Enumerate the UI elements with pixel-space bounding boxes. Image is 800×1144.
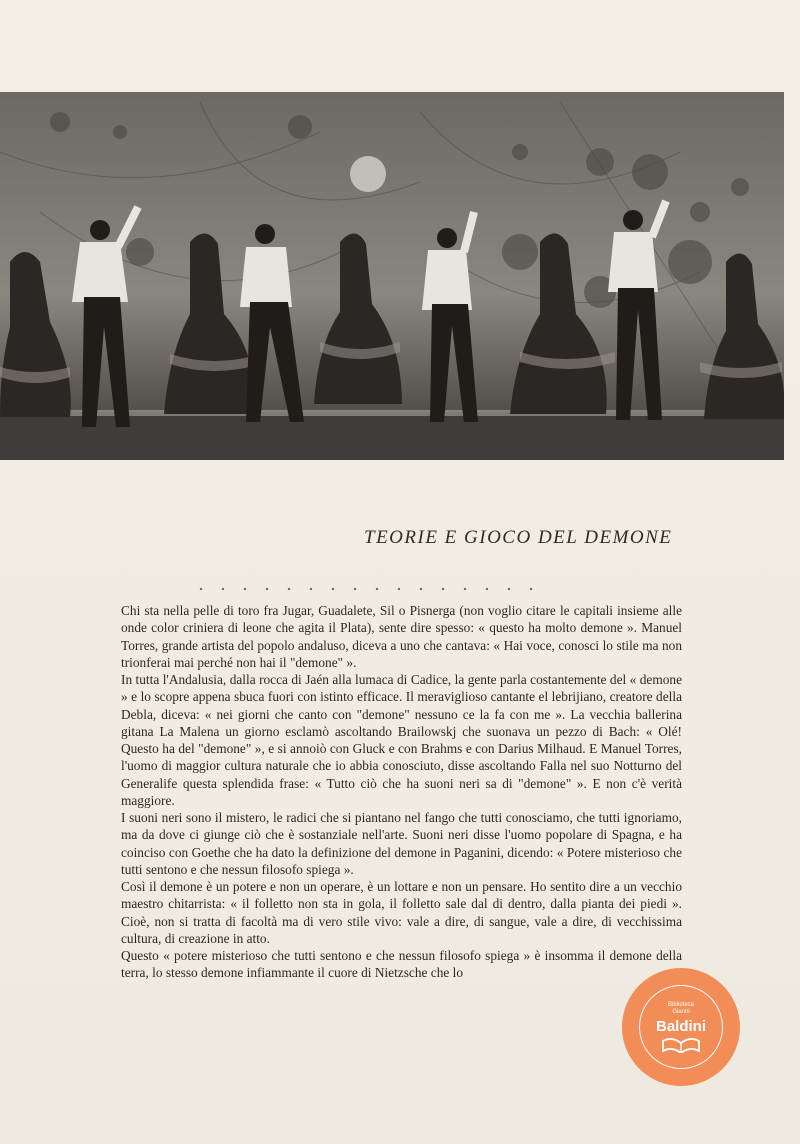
library-stamp [622,968,740,1086]
flamenco-dancers-photo [0,92,784,460]
stamp-ring [639,985,723,1069]
stamp-name: Baldini [655,1017,706,1035]
dotted-divider [190,586,550,592]
paragraph: In tutta l'Andalusia, dalla rocca di Jaén alla lumaca di Cadice, la gente parla costantemente del « demone » e lo scopre appena sbuca fuori con istinto efficace. Il meraviglioso cantante el lebrijiano, creatore della Debla, diceva: « nei giorni che canto con "demone" nessuno ce la fa con me ». La vecchia ballerina gitana La Malena un giorno esclamò ascoltando Brailowskj che suonava un pezzo di Bach: « Olé! Questo ha del "demone" », e si annoiò con Gluck e con Brahms e con Darius Milhaud. E Manuel Torres, l'uomo di maggior cultura naturale che io abbia conosciuto, disse ascoltando Falla nel suo Notturno del Generalife questa splendida frase: « Tutto ciò che ha suoni neri sa di "demone" ». E non c'è verità maggiore. [121,672,682,808]
photo-illustration [0,92,784,460]
book-icon [661,1037,701,1053]
paragraph: Così il demone è un potere e non un operare, è un lottare e non un pensare. Ho sentito dire a un vecchio maestro chitarrista: « il folletto non sta in gola, il folletto sale dal di dentro, dalla pianta dei piedi ». Cioè, non si tratta di facoltà ma di vero stile vivo: vale a dire, di sangue, vale a dire, di vecchissima cultura, di creazione in atto. [121,879,682,946]
article-title: TEORIE E GIOCO DEL DEMONE [364,527,673,548]
stamp-line-1: Biblioteca [667,1001,694,1008]
paragraph: Questo « potere misterioso che tutti sentono e che nessun filosofo spiega » è insomma il demone della terra, lo stesso demone infiammante il cuore di Nietzsche che lo [121,948,682,981]
stamp-line-2: Gianni [672,1008,690,1015]
paragraph: I suoni neri sono il mistero, le radici che si piantano nel fango che tutti conosciamo, che tutti ignoriamo, ma da dove ci giunge ciò che è sostanziale nell'arte. Suoni neri disse l'uomo popolare di Spagna, e ha coinciso con Goethe che ha dato la definizione del demone in Paganini, dicendo: « Potere misterioso che tutti sentono e che nessun filosofo spiega ». [121,810,682,877]
paragraph: Chi sta nella pelle di toro fra Jugar, Guadalete, Sil o Pisnerga (non voglio citare le capitali insieme alle onde color criniera di leone che agita il Plata), sente dire spesso: « questo ha molto demone ». Manuel Torres, grande artista del popolo andaluso, diceva a uno che cantava: « Hai voce, conosci lo stile ma non trionferai mai perché non hai il "demone" ». [121,603,682,670]
article-body [121,602,682,982]
